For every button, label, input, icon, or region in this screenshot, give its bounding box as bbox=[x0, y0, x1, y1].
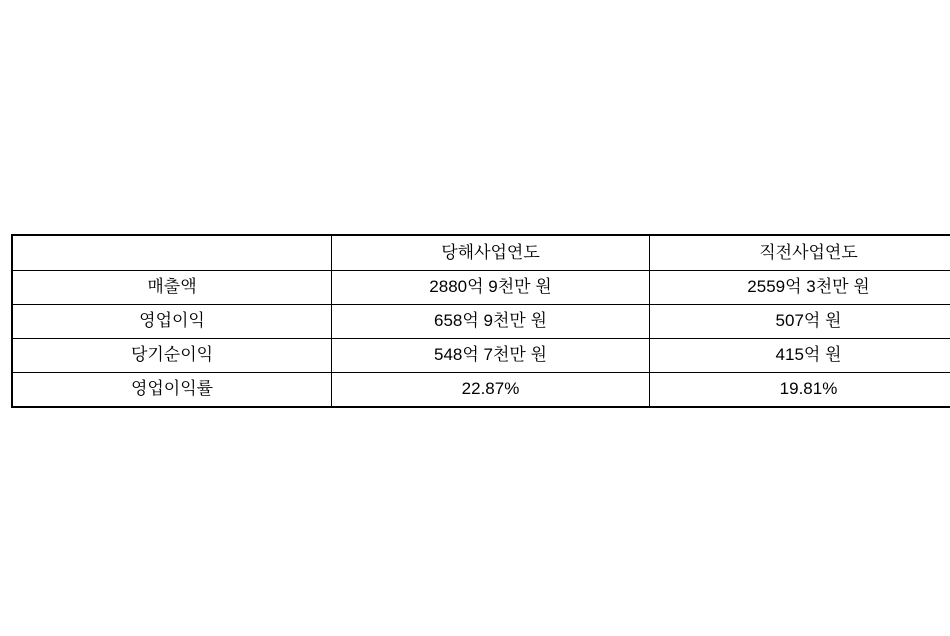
row-value-net-income-previous: 415억 원 bbox=[650, 339, 950, 373]
header-cell-blank bbox=[12, 235, 332, 271]
row-value-operating-margin-previous: 19.81% bbox=[650, 373, 950, 408]
table-row bbox=[12, 305, 950, 339]
row-label-operating-margin: 영업이익률 bbox=[12, 373, 332, 408]
financial-summary-table bbox=[11, 234, 950, 408]
table-row bbox=[12, 373, 950, 408]
row-value-operating-profit-previous: 507억 원 bbox=[650, 305, 950, 339]
table-row bbox=[12, 339, 950, 373]
table-row bbox=[12, 271, 950, 305]
header-cell-previous-year: 직전사업연도 bbox=[650, 235, 950, 271]
row-label-operating-profit: 영업이익 bbox=[12, 305, 332, 339]
header-cell-current-year: 당해사업연도 bbox=[332, 235, 650, 271]
row-value-revenue-previous: 2559억 3천만 원 bbox=[650, 271, 950, 305]
row-label-revenue: 매출액 bbox=[12, 271, 332, 305]
row-value-revenue-current: 2880억 9천만 원 bbox=[332, 271, 650, 305]
financial-summary-table-container bbox=[11, 234, 939, 408]
row-value-net-income-current: 548억 7천만 원 bbox=[332, 339, 650, 373]
table-header-row bbox=[12, 235, 950, 271]
row-value-operating-margin-current: 22.87% bbox=[332, 373, 650, 408]
row-label-net-income: 당기순이익 bbox=[12, 339, 332, 373]
row-value-operating-profit-current: 658억 9천만 원 bbox=[332, 305, 650, 339]
